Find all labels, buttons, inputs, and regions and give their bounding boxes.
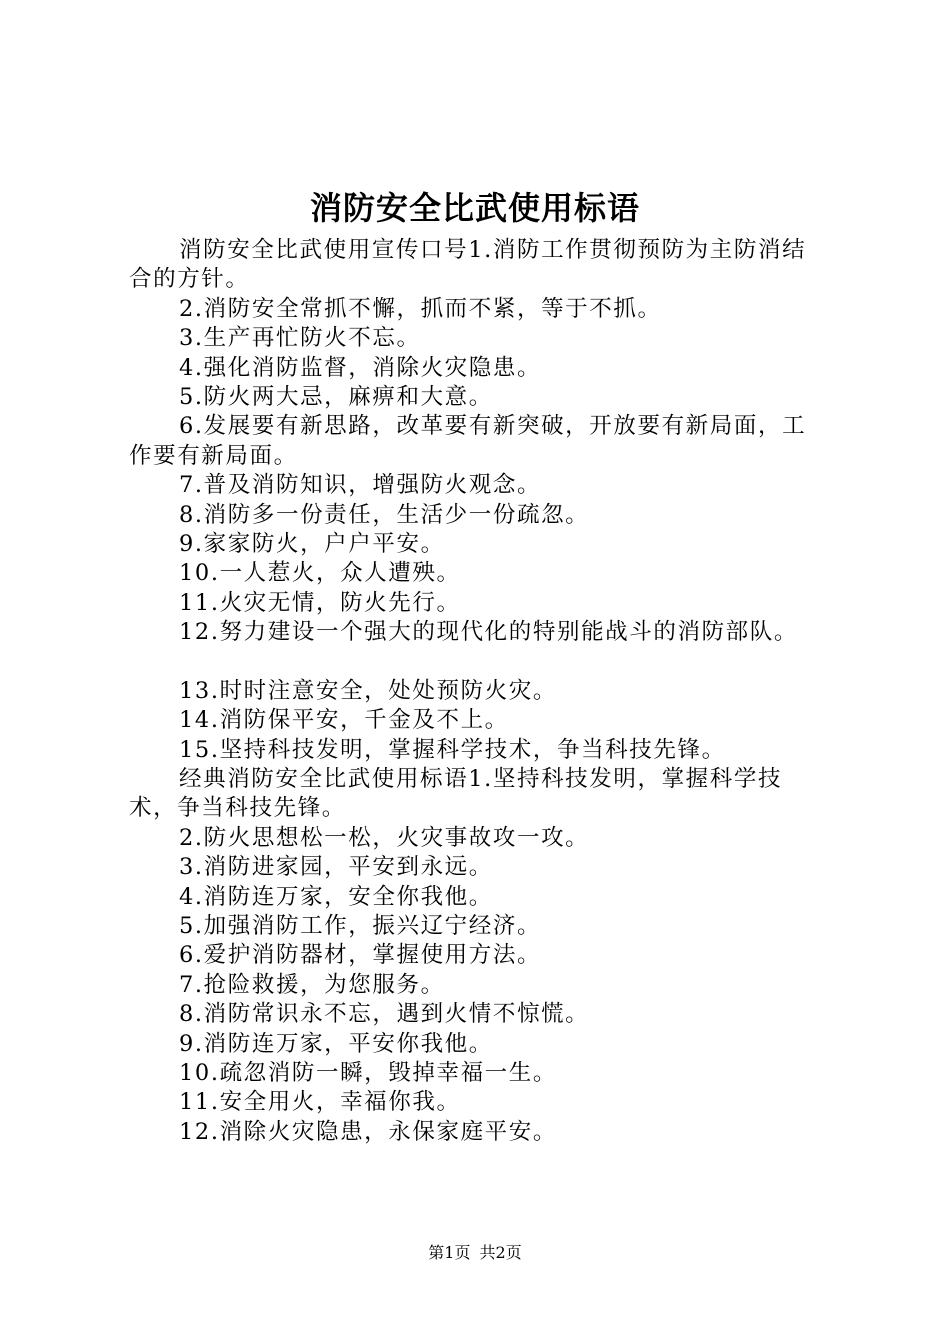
paragraph: 4.消防连万家，安全你我他。 <box>179 883 493 910</box>
paragraph: 消防安全比武使用宣传口号1.消防工作贯彻预防为主防消结合的方针。 <box>129 237 807 293</box>
paragraph: 6.发展要有新思路，改革要有新突破，开放要有新局面，工作要有新局面。 <box>129 413 807 469</box>
paragraph: 11.火灾无情，防火先行。 <box>179 589 461 616</box>
page-number: 第1页 <box>428 1243 471 1262</box>
paragraph: 10.一人惹火，众人遭殃。 <box>179 560 461 587</box>
paragraph: 14.消防保平安，千金及不上。 <box>179 707 509 734</box>
paragraph: 6.爱护消防器材，掌握使用方法。 <box>179 942 542 969</box>
paragraph: 8.消防多一份责任，生活少一份疏忽。 <box>179 501 590 528</box>
paragraph: 5.防火两大忌，麻痹和大意。 <box>179 384 493 411</box>
page-footer <box>0 1241 950 1265</box>
paragraph: 4.强化消防监督，消除火灾隐患。 <box>179 354 542 381</box>
paragraph: 7.普及消防知识，增强防火观念。 <box>179 472 542 499</box>
document-body <box>129 236 829 1147</box>
page-total: 共2页 <box>479 1243 522 1262</box>
paragraph: 9.消防连万家，平安你我他。 <box>179 1030 493 1057</box>
paragraph: 9.家家防火，户户平安。 <box>179 531 445 558</box>
paragraph: 8.消防常识永不忘，遇到火情不惊慌。 <box>179 1001 590 1028</box>
paragraph: 11.安全用火，幸福你我。 <box>179 1089 461 1116</box>
paragraph: 3.消防进家园，平安到永远。 <box>179 854 493 881</box>
paragraph: 2.防火思想松一松，火灾事故攻一攻。 <box>179 824 590 851</box>
paragraph: 经典消防安全比武使用标语1.坚持科技发明，掌握科学技术，争当科技先锋。 <box>129 765 783 822</box>
paragraph: 12.努力建设一个强大的现代化的特别能战斗的消防部队。 <box>179 619 798 646</box>
paragraph: 10.疏忽消防一瞬，毁掉幸福一生。 <box>179 1059 557 1086</box>
paragraph: 2.消防安全常抓不懈，抓而不紧，等于不抓。 <box>179 295 662 322</box>
page-title: 消防安全比武使用标语 <box>309 189 640 227</box>
paragraph: 3.生产再忙防火不忘。 <box>179 325 421 352</box>
paragraph: 13.时时注意安全，处处预防火灾。 <box>179 677 557 704</box>
paragraph: 7.抢险救援，为您服务。 <box>179 971 445 998</box>
paragraph: 15.坚持科技发明，掌握科学技术，争当科技先锋。 <box>179 736 726 763</box>
paragraph: 12.消除火灾隐患，永保家庭平安。 <box>179 1118 557 1145</box>
paragraph: 5.加强消防工作，振兴辽宁经济。 <box>179 912 542 939</box>
